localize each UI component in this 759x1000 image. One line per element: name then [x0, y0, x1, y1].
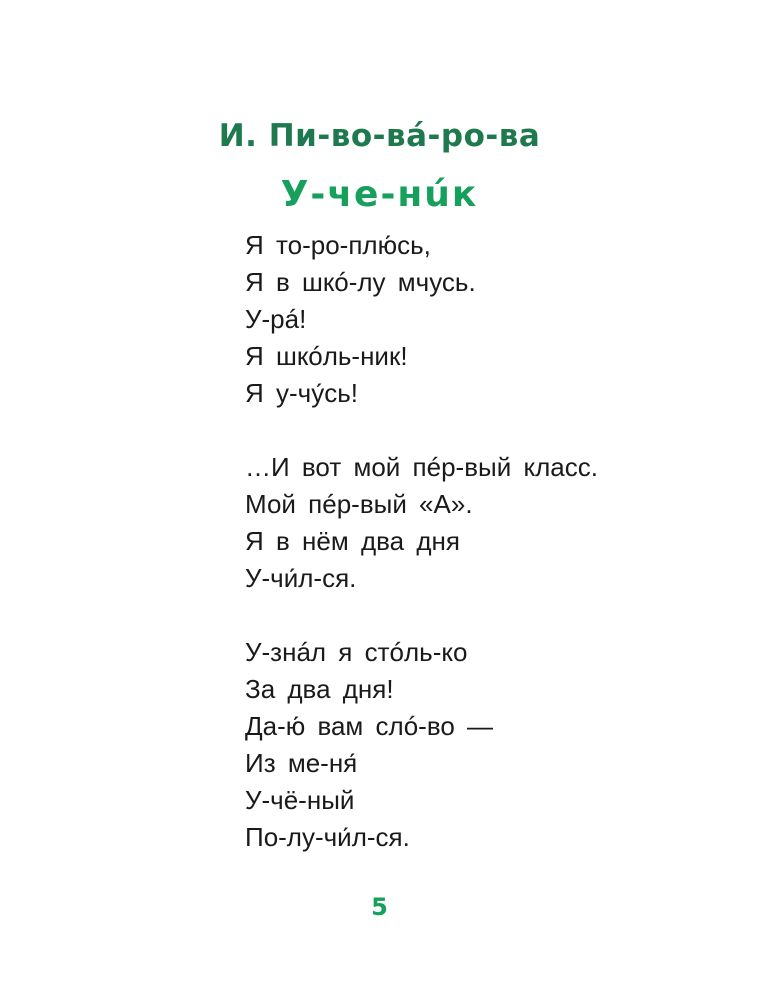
poem-line: Я у-чу́сь!: [245, 378, 358, 408]
poem-line: За два дня!: [245, 674, 394, 704]
stanza-2: [245, 449, 725, 597]
poem-line: У-чё-ный: [245, 785, 355, 815]
poem-line: Я то-ро-плю́сь,: [245, 230, 431, 260]
page-number: 5: [371, 893, 388, 921]
stanza-3: [245, 634, 725, 856]
stanza-1: [245, 227, 725, 412]
poem-line: У-рá!: [245, 304, 307, 334]
poem-line: Я в нём два дня: [245, 526, 460, 556]
poem-line: По-лу-чи́л-ся.: [245, 822, 410, 852]
poem-line: Из ме-ня́: [245, 748, 358, 778]
poem-line: У-знáл я стóль-ко: [245, 637, 468, 667]
poem-author: И. Пи-во-вá-ро-ва: [218, 118, 541, 154]
poem-line: …И вот мой пéр-вый класс.: [245, 452, 598, 482]
poem-line: Мой пéр-вый «А».: [245, 489, 473, 519]
poem-line: Я в шкó-лу мчусь.: [245, 267, 476, 297]
poem-line: У-чи́л-ся.: [245, 563, 357, 593]
poem-line: Да-ю́ вам слó-во —: [245, 711, 494, 741]
poem-body: [245, 227, 725, 893]
poem-line: Я шкóль-ник!: [245, 341, 408, 371]
poem-title: У-че-нúк: [280, 174, 479, 215]
